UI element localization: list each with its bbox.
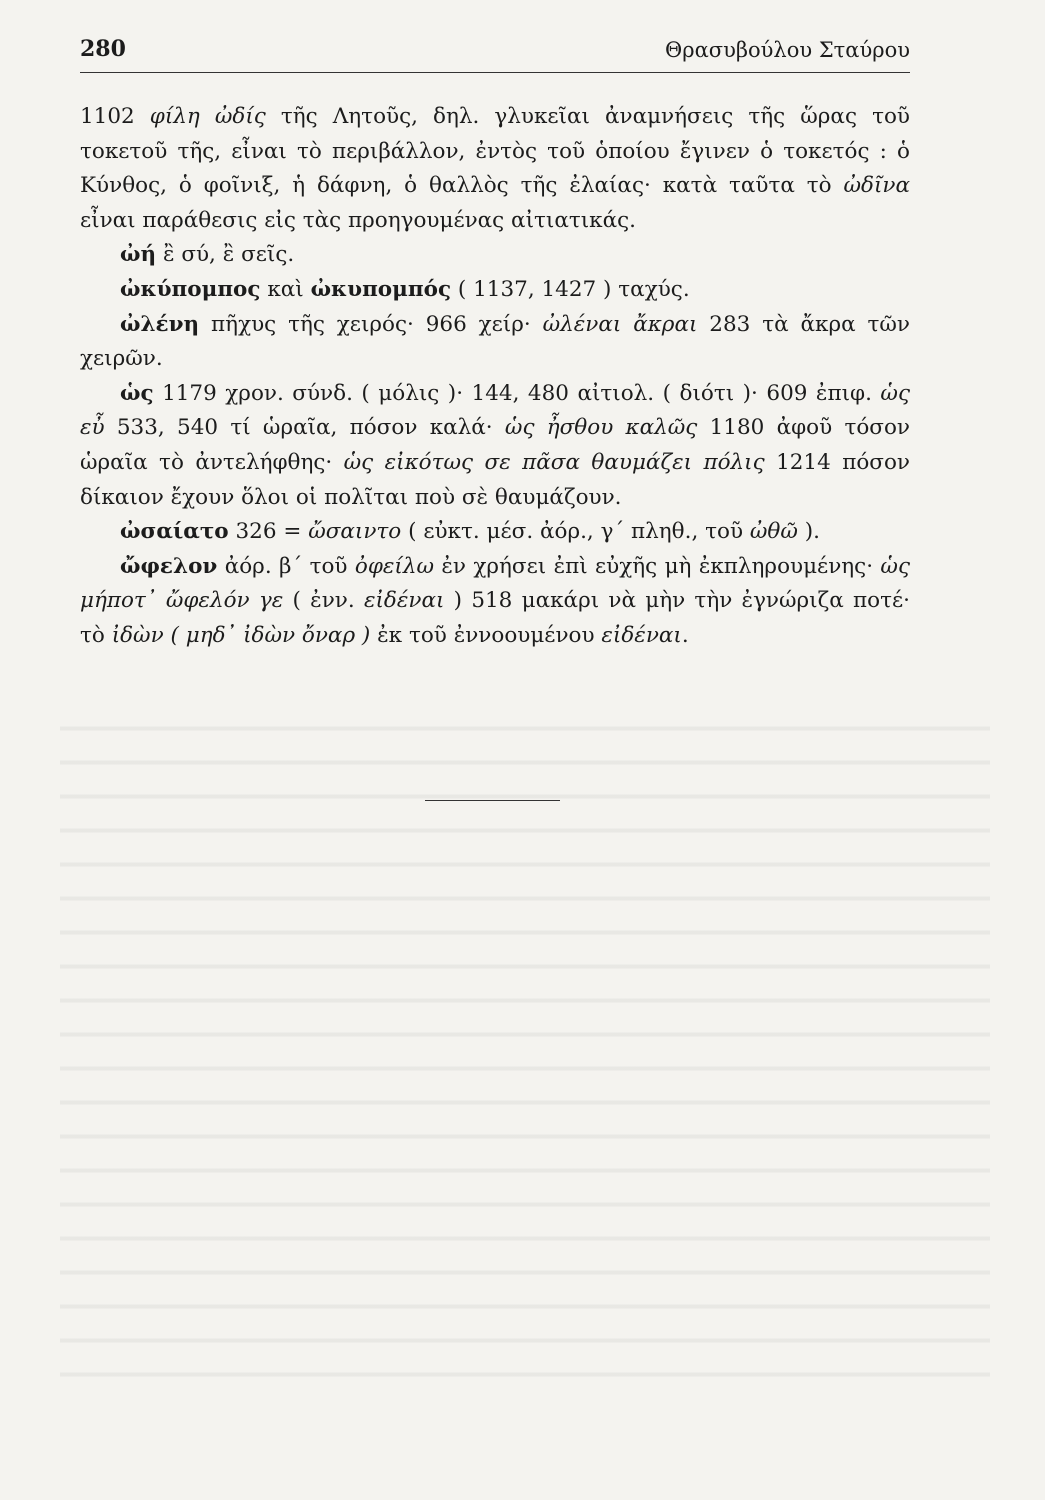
italic-term: ὠδῖνα [843,173,910,199]
italic-term: ὀφείλω [354,553,435,579]
lemma: ὠκύπομπος [120,276,261,302]
entry-ophelon [80,550,910,654]
italic-term: ὡς εὖ [80,380,910,441]
entry-text: ( 1137, 1427 ) ταχύς. [451,276,690,302]
entry-hos [80,377,910,515]
show-through-text [60,700,990,1380]
lemma: ὠσαίατο [120,519,229,545]
lemma: ὠλένη [120,311,200,337]
line-number: 1102 [80,104,135,129]
entry-text: τῆς Λητοῦς, δηλ. γλυκεῖαι ἀναμνήσεις τῆς ὥρας τοῦ τοκετοῦ τῆς, εἶναι τὸ περιβάλλον, ἐντὸς τοῦ ὁποίου ἔγινεν ὁ τοκετός : ὁ Κύνθος, ὁ φοῖνιξ, ἡ δάφνη, ὁ θαλλὸς τῆς ἐλαίας· κατὰ ταῦτα τὸ [80,104,910,199]
italic-term: εἰδέναι [601,622,682,648]
lemma: ὠή [120,242,157,268]
page-header [80,36,910,73]
entry-text: 533, 540 τί ὡραῖα, πόσον καλά· [104,415,505,441]
entry-oe [80,238,910,273]
entry-text: καὶ [260,276,311,302]
entry-text: ἒ σύ, ἒ σεῖς. [156,242,295,268]
entry-text: . [681,622,689,648]
entry-text: ( εὐκτ. μέσ. ἀόρ., γ΄ πληθ., τοῦ [401,519,750,545]
entry-1102 [80,100,910,238]
entry-olene [80,308,910,377]
entry-text: ἀόρ. β΄ τοῦ [217,553,355,579]
italic-term: ὠθῶ [749,519,798,545]
end-rule [425,800,560,801]
entry-text: ( ἐνν. [283,588,364,614]
entry-text: 1214 πόσον δίκαιον ἔχουν ὅλοι οἱ πολῖται ποὺ σὲ θαυμάζουν. [80,449,910,510]
page-number: 280 [80,36,126,62]
entry-text: 1180 ἀφοῦ τόσον ὡραῖα τὸ ἀντελήφθης· [80,415,910,475]
headphrase: φίλη ὠδίς [149,104,266,129]
entry-text: εἶναι παράθεσις εἰς τὰς προηγουμένας αἰτιατικάς. [80,207,637,233]
glossary-body [80,100,910,654]
lemma: ὡς [120,380,154,406]
entry-text: ) 518 μακάρι νὰ μὴν τὴν ἐγνώριζα ποτέ· τὸ [80,588,910,648]
italic-term: ὠλέναι ἄκραι [542,311,698,337]
italic-term: εἰδέναι [363,588,445,614]
entry-text: 283 τὰ ἄκρα τῶν χειρῶν. [80,311,910,372]
entry-osaiato [80,515,910,550]
lemma: ὠκυπομπός [310,276,452,302]
entry-text: ). [797,519,820,545]
running-title: Θρασυβούλου Σταύρου [665,38,910,62]
entry-text: 326 = [228,519,309,545]
entry-text: 1179 χρον. σύνδ. ( μόλις )· 144, 480 αἰτιολ. ( διότι )· 609 ἐπιφ. [153,380,881,406]
lemma: ὤφελον [120,553,218,579]
italic-term: ὤσαιντο [308,519,402,545]
entry-okypompos [80,273,910,308]
italic-term: ὡς μήποτ᾽ ὤφελόν γε [80,553,910,614]
entry-text: ἐκ τοῦ ἐννοουμένου [370,622,602,648]
italic-term: ἰδὼν ( μηδ᾽ ἰδὼν ὄναρ ) [111,622,371,648]
entry-text: πῆχυς τῆς χειρός· 966 χείρ· [199,311,543,337]
italic-term: ὡς ἦσθου καλῶς [504,415,698,441]
italic-term: ὡς εἰκότως σε πᾶσα θαυμάζει πόλις [343,449,765,475]
entry-text: ἐν χρήσει ἐπὶ εὐχῆς μὴ ἐκπληρουμένης· [434,553,881,579]
